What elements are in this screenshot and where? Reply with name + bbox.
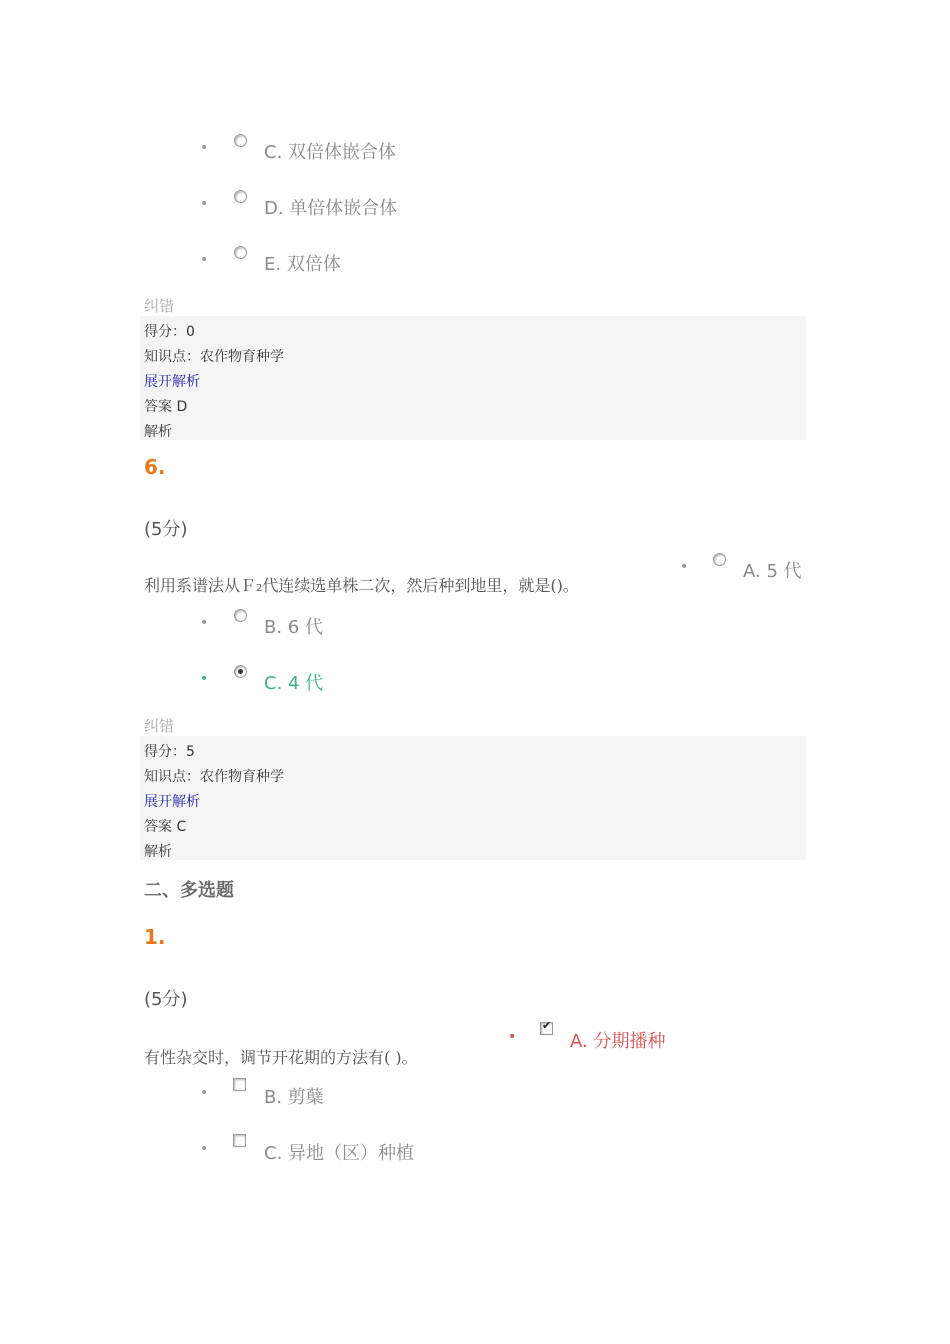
analysis-label: 解析 — [144, 844, 172, 860]
bullet: • — [200, 1141, 209, 1157]
option-label: C. 双倍体嵌合体 — [264, 142, 397, 163]
radio-button[interactable] — [713, 553, 726, 566]
bullet: • — [200, 140, 209, 156]
q5-result-panel — [140, 316, 806, 440]
question-points: (5分) — [144, 989, 188, 1010]
option-label: C. 4 代 — [264, 673, 324, 694]
answer-text: 答案 C — [144, 819, 187, 835]
expand-analysis-link[interactable]: 展开解析 — [144, 794, 200, 810]
bullet: • — [508, 1029, 517, 1045]
bullet: • — [200, 196, 209, 212]
checkbox[interactable] — [233, 1134, 246, 1147]
radio-button[interactable] — [234, 190, 247, 203]
option-label: A. 分期播种 — [570, 1031, 666, 1052]
q6-result-panel — [140, 736, 806, 860]
score-text: 得分：0 — [144, 324, 195, 340]
option-label: D. 单倍体嵌合体 — [264, 198, 398, 219]
bullet: • — [200, 252, 209, 268]
radio-button[interactable] — [234, 609, 247, 622]
option-label: C. 异地（区）种植 — [264, 1143, 415, 1164]
knowledge-point: 知识点：农作物育种学 — [144, 349, 284, 365]
question-number: 1. — [144, 925, 166, 949]
checkbox[interactable] — [233, 1078, 246, 1091]
report-error-link[interactable]: 纠错 — [144, 297, 175, 315]
answer-text: 答案 D — [144, 399, 188, 415]
analysis-label: 解析 — [144, 424, 172, 440]
knowledge-point: 知识点：农作物育种学 — [144, 769, 284, 785]
bullet: • — [200, 1085, 209, 1101]
question-points: (5分) — [144, 519, 188, 540]
score-text: 得分：5 — [144, 744, 195, 760]
section-title: 二、多选题 — [144, 880, 234, 901]
question-stem: 利用系谱法从Ｆ₂代连续选单株二次，然后种到地里，就是()。 — [144, 576, 579, 595]
question-stem: 有性杂交时，调节开花期的方法有( )。 — [144, 1048, 418, 1067]
bullet: • — [200, 671, 209, 687]
report-error-link[interactable]: 纠错 — [144, 717, 175, 735]
bullet: • — [680, 559, 689, 575]
bullet: • — [200, 615, 209, 631]
radio-button[interactable] — [234, 134, 247, 147]
radio-button[interactable] — [234, 246, 247, 259]
option-label: E. 双倍体 — [264, 254, 341, 275]
option-label: A. 5 代 — [743, 561, 802, 582]
question-number: 6. — [144, 455, 166, 479]
radio-button-selected[interactable] — [234, 665, 247, 678]
option-label: B. 剪蘖 — [264, 1087, 324, 1108]
checkbox-checked[interactable] — [540, 1022, 553, 1035]
option-label: B. 6 代 — [264, 617, 323, 638]
expand-analysis-link[interactable]: 展开解析 — [144, 374, 200, 390]
